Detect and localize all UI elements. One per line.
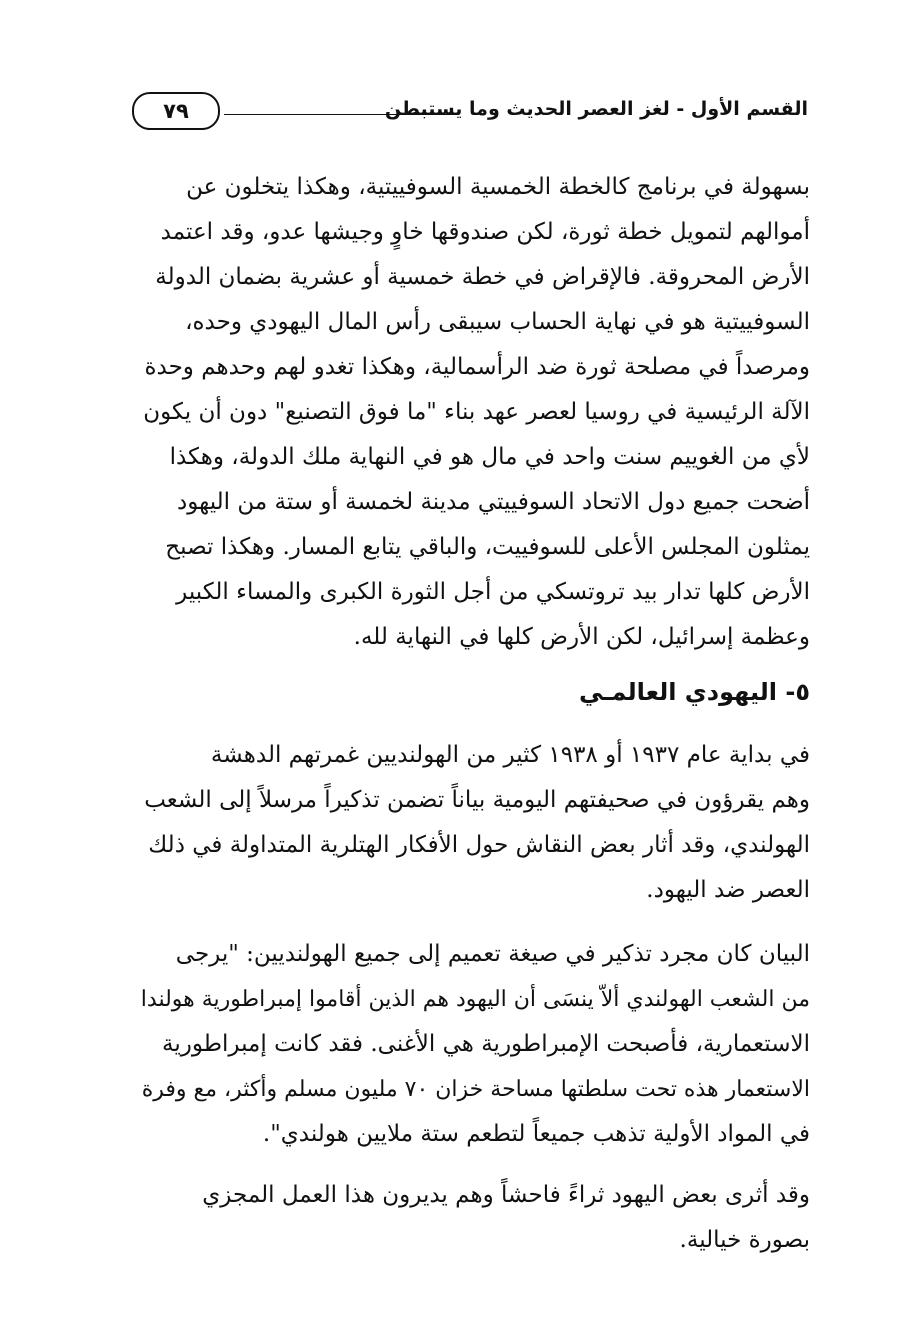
paragraph-3 [134, 932, 810, 1157]
text-line: الاستعمار هذه تحت سلطتها مساحة خزان ٧٠ مليون مسلم وأكثر، مع وفرة [141, 1077, 810, 1102]
paragraph-1 [134, 165, 810, 660]
text-line: في بداية عام ١٩٣٧ أو ١٩٣٨ كثير من الهولنديين غمرتهم الدهشة [210, 742, 810, 768]
text-line: الهولندي، وقد أثار بعض النقاش حول الأفكار الهتلرية المتداولة في ذلك [148, 832, 810, 858]
section-heading: ٥- اليهودي العالمـي [579, 678, 810, 706]
text-line: الأرض المحروقة. فالإقراض في خطة خمسية أو عشرية بضمان الدولة [155, 264, 810, 290]
text-line: الاستعمارية، فأصبحت الإمبراطورية هي الأغنى. فقد كانت إمبراطورية [162, 1031, 810, 1057]
text-line: الآلة الرئيسية في روسيا لعصر عهد بناء "ما فوق التصنيع" دون أن يكون [143, 399, 810, 425]
header-rule [224, 114, 456, 115]
text-line: من الشعب الهولندي ألاّ ينسَى أن اليهود هم الذين أقاموا إمبراطورية هولندا [140, 987, 810, 1012]
paragraph-4 [134, 1173, 810, 1263]
text-line: الأرض كلها تدار بيد تروتسكي من أجل الثورة الكبرى والمساء الكبير [176, 579, 810, 605]
text-line: لأي من الغوييم سنت واحد في مال هو في النهاية ملك الدولة، وهكذا [169, 444, 810, 470]
text-line: وهم يقرؤون في صحيفتهم اليومية بياناً تضمن تذكيراً مرسلاً إلى الشعب [144, 787, 810, 813]
text-line: ومرصداً في مصلحة ثورة ضد الرأسمالية، وهكذا تغدو لهم وحدهم وحدة [144, 354, 810, 380]
text-line: أموالهم لتمويل خطة ثورة، لكن صندوقها خاوٍ وجيشها عدو، وقد اعتمد [160, 219, 810, 245]
text-line: في المواد الأولية تذهب جميعاً لتطعم ستة ملايين هولندي". [262, 1121, 810, 1147]
text-line: بسهولة في برنامج كالخطة الخمسية السوفييتية، وهكذا يتخلون عن [186, 174, 810, 200]
text-line: العصر ضد اليهود. [646, 877, 810, 903]
text-line: السوفييتية هو في نهاية الحساب سيبقى رأس المال اليهودي وحده، [185, 309, 810, 335]
text-line: يمثلون المجلس الأعلى للسوفييت، والباقي يتابع المسار. وهكذا تصبح [165, 534, 810, 560]
header-title: القسم الأول - لغز العصر الحديث وما يستبطن [384, 98, 808, 120]
running-header [132, 92, 808, 136]
paragraph-2 [134, 733, 810, 913]
text-line: أضحت جميع دول الاتحاد السوفييتي مدينة لخمسة أو ستة من اليهود [176, 489, 810, 515]
text-line: بصورة خيالية. [679, 1227, 810, 1253]
text-line: وقد أثرى بعض اليهود ثراءً فاحشاً وهم يديرون هذا العمل المجزي [202, 1182, 810, 1208]
page-number: ٧٩ [132, 92, 220, 130]
text-line: البيان كان مجرد تذكير في صيغة تعميم إلى جميع الهولنديين: "يرجى [175, 941, 810, 967]
text-line: وعظمة إسرائيل، لكن الأرض كلها في النهاية لله. [353, 624, 810, 650]
